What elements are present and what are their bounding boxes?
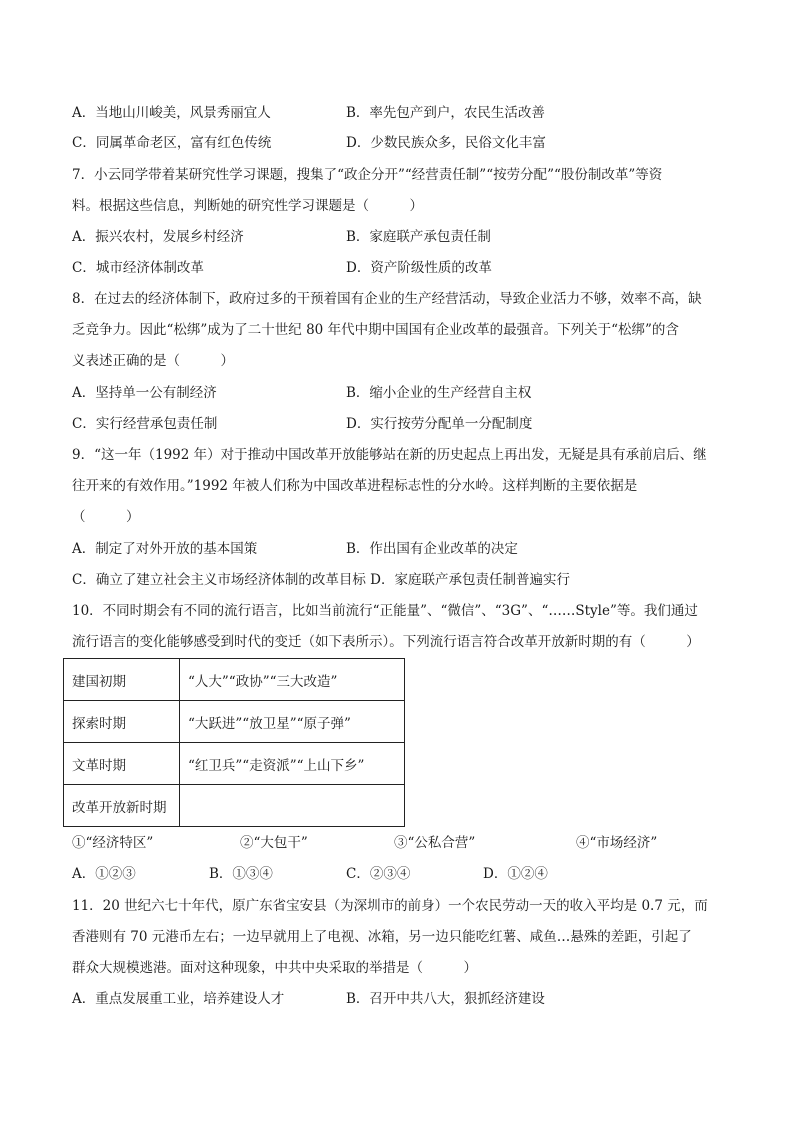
table-row [64,743,405,785]
q11-stem-line3: 群众大规模逃港。面对这种现象，中共中央采取的举措是（ ） [72,960,477,976]
q8-stem-line3: 义表述正确的是（ ） [72,353,234,369]
q8-option-a: A．坚持单一公有制经济 [72,385,217,401]
period-cell: 改革开放新时期 [64,785,180,827]
q11-stem-line2: 香港则有 70 元港币左右；一边早就用上了电视、冰箱，另一边只能吃红薯、咸鱼…悬殊的差距，引起了 [72,929,692,945]
q10-item-3: ③“公私合营” [394,835,476,851]
q10-option-b: B．①③④ [209,866,273,882]
phrases-cell [180,785,405,827]
q7-stem-line2: 料。根据这些信息，判断她的研究性学习课题是（ ） [72,198,423,214]
table-row [64,785,405,827]
q10-option-d: D．①②④ [483,866,548,882]
period-cell: 建国初期 [64,659,180,701]
q10-stem-line2: 流行语言的变化能够感受到时代的变迁（如下表所示）。下列流行语言符合改革开放新时期的有（ ） [72,634,700,650]
phrases-cell: “红卫兵”“走资派”“上山下乡” [180,743,405,785]
slang-table [63,658,405,827]
q10-option-c: C．②③④ [346,866,411,882]
q8-stem-line1: 8．在过去的经济体制下，政府过多的干预着国有企业的生产经营活动，导致企业活力不够，效率不高，缺 [72,291,702,307]
q6-option-b: B．率先包产到户，农民生活改善 [346,105,545,121]
q10-item-1: ①“经济特区” [72,835,154,851]
q11-option-b: B．召开中共八大，狠抓经济建设 [346,991,545,1007]
q8-option-d: D．实行按劳分配单一分配制度 [346,416,533,432]
q8-option-c: C．实行经营承包责任制 [72,416,218,432]
q7-stem-line1: 7．小云同学带着某研究性学习课题，搜集了“政企分开”“经营责任制”“按劳分配”“股份制改革”等资 [72,167,663,183]
q6-option-c: C．同属革命老区，富有红色传统 [72,135,272,151]
phrases-cell: “大跃进”“放卫星”“原子弹” [180,701,405,743]
q8-stem-line2: 乏竞争力。因此“松绑”成为了二十世纪 80 年代中期中国国有企业改革的最强音。下列关于“松绑”的含 [72,322,679,338]
q8-option-b: B．缩小企业的生产经营自主权 [346,385,532,401]
table-row [64,659,405,701]
q10-option-a: A．①②③ [72,866,136,882]
q9-option-a: A．制定了对外开放的基本国策 [72,541,258,557]
q6-option-d: D．少数民族众多，民俗文化丰富 [346,135,546,151]
q10-item-4: ④“市场经济” [576,835,658,851]
q7-option-c: C．城市经济体制改革 [72,260,204,276]
q9-option-cd: C．确立了建立社会主义市场经济体制的改革目标 D．家庭联产承包责任制普遍实行 [72,572,570,588]
q9-stem-line3: （ ） [72,509,140,525]
q6-option-a: A．当地山川峻美，风景秀丽宜人 [72,105,271,121]
period-cell: 探索时期 [64,701,180,743]
q7-option-a: A．振兴农村，发展乡村经济 [72,229,244,245]
q10-item-2: ②“大包干” [240,835,308,851]
q11-option-a: A．重点发展重工业，培养建设人才 [72,991,285,1007]
q7-option-b: B．家庭联产承包责任制 [346,229,491,245]
q9-stem-line1: 9．“这一年（1992 年）对于推动中国改革开放能够站在新的历史起点上再出发，无疑是具有承前启后、继 [72,447,707,463]
q10-stem-line1: 10．不同时期会有不同的流行语言，比如当前流行“正能量”、“微信”、“3G”、“……Style”等。我们通过 [72,603,698,619]
period-cell: 文革时期 [64,743,180,785]
q9-option-b: B．作出国有企业改革的决定 [346,541,518,557]
q7-option-d: D．资产阶级性质的改革 [346,260,492,276]
table-row [64,701,405,743]
phrases-cell: “人大”“政协”“三大改造” [180,659,405,701]
q9-stem-line2: 往开来的有效作用。”1992 年被人们称为中国改革进程标志性的分水岭。这样判断的主要依据是 [72,478,638,494]
q11-stem-line1: 11．20 世纪六七十年代，原广东省宝安县（为深圳市的前身）一个农民劳动一天的收入平均是 0.7 元，而 [72,898,708,914]
